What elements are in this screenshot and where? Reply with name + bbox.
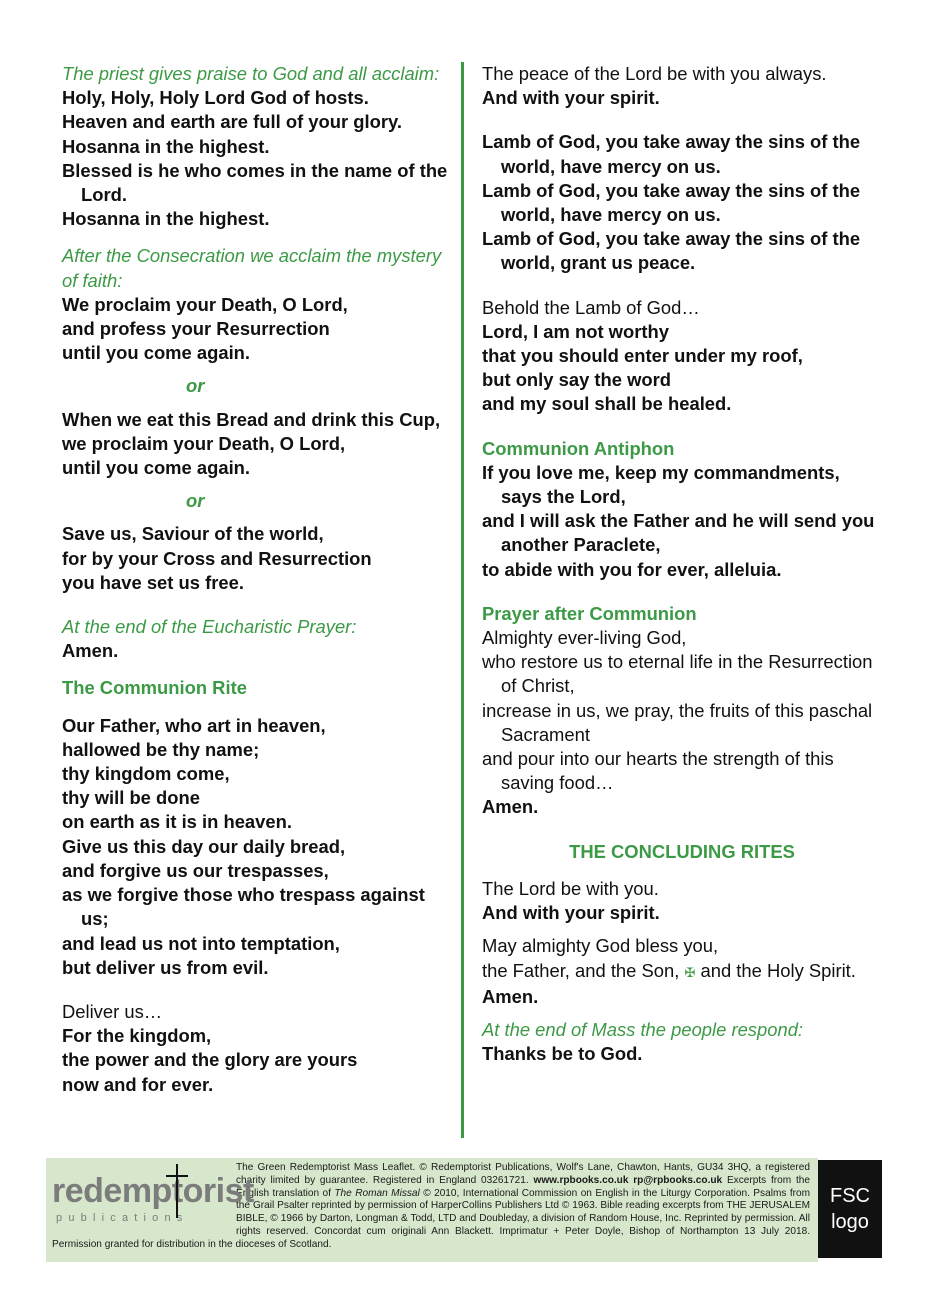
acclamation-line: you have set us free. xyxy=(62,571,244,593)
acclamation-line: and profess your Resurrection xyxy=(62,318,330,340)
blessing-amen: Amen. xyxy=(482,985,539,1007)
acclamation-line: Save us, Saviour of the world, xyxy=(62,523,324,545)
peace-response: And with your spirit. xyxy=(482,87,660,109)
response-line: that you should enter under my roof, xyxy=(482,345,803,367)
credit-text: Excerpts from the English translation of xyxy=(236,1174,810,1199)
acclamation-line: until you come again. xyxy=(62,457,251,479)
response-line: Lord, I am not worthy xyxy=(482,320,669,342)
redemptorist-logo xyxy=(52,1168,254,1224)
rubric-sanctus: The priest gives praise to God and all acclaim: xyxy=(62,63,440,84)
sanctus-line: Heaven and earth are full of your glory. xyxy=(62,111,402,133)
footer-credits xyxy=(46,1158,818,1262)
response-line: but only say the word xyxy=(482,369,672,391)
lord-be-with-you: The Lord be with you. xyxy=(482,877,659,899)
antiphon-line: to abide with you for ever, alleluia. xyxy=(482,558,782,580)
cross-icon xyxy=(162,1162,192,1220)
acclamation-line: When we eat this Bread and drink this Cup, xyxy=(62,408,441,430)
or-separator: or xyxy=(186,490,205,512)
website-link[interactable]: www.rpbooks.co.uk xyxy=(533,1174,629,1186)
deliver-us: Deliver us… xyxy=(62,1000,163,1022)
doxology-line: the power and the glory are yours xyxy=(62,1049,358,1071)
email-link[interactable]: rp@rpbooks.co.uk xyxy=(633,1174,723,1186)
antiphon-line: If you love me, keep my commandments, says the Lord, xyxy=(482,461,840,508)
our-father-line: Give us this day our daily bread, xyxy=(62,835,346,857)
acclamation-two xyxy=(62,408,454,481)
blessing-text: the Father, and the Son, xyxy=(482,959,680,981)
our-father-line: on earth as it is in heaven. xyxy=(62,811,292,833)
rubric-end-of-mass: At the end of Mass the people respond: xyxy=(482,1018,804,1040)
our-father-line: but deliver us from evil. xyxy=(62,956,269,978)
response-line: and my soul shall be healed. xyxy=(482,393,732,415)
missal-title: The Roman Missal xyxy=(334,1187,420,1199)
heading-concluding-rites: THE CONCLUDING RITES xyxy=(569,840,795,862)
cross-icon: ✠ xyxy=(684,964,696,980)
our-father-line: thy kingdom come, xyxy=(62,763,230,785)
our-father-line: and lead us not into temptation, xyxy=(62,932,340,954)
thanks-be-to-god: Thanks be to God. xyxy=(482,1043,643,1065)
fsc-logo: FSC logo xyxy=(818,1160,882,1258)
our-father xyxy=(62,714,454,980)
credit-text: © 2010, International Commission on English in the Liturgy Corporation. Psalms from the Grail Psalter reprinted by permission of HarperCollins Publishers Ltd © 1963. Bible reading excerpts from THE JERUSALEM BIBLE, © 1966 by Darton, Longman & Todd, LTD and Doubleday, a division of Random House, Inc. Reprinted by permission. All rights reserved. Concordat cum originali Ann Blackett. Imprimatur + Peter Doyle, Bishop of Northampton 13 July 2018. Permission granted for distribution in the dioceses of Scotland. xyxy=(52,1187,811,1250)
sanctus-line: Hosanna in the highest. xyxy=(62,208,270,230)
sanctus xyxy=(62,86,454,231)
behold-lamb: Behold the Lamb of God… xyxy=(482,296,700,318)
antiphon xyxy=(482,461,882,582)
logo-subtitle: publications xyxy=(56,1212,189,1224)
prayer-line: increase in us, we pray, the fruits of this paschal Sacrament xyxy=(482,699,873,745)
doxology-line: now and for ever. xyxy=(62,1073,214,1095)
or-separator: or xyxy=(186,375,205,397)
prayer-line: and pour into our hearts the strength of this saving food… xyxy=(482,748,834,794)
our-father-line: thy will be done xyxy=(62,787,200,809)
acclamation-line: for by your Cross and Resurrection xyxy=(62,547,372,569)
heading-prayer-after-communion: Prayer after Communion xyxy=(482,602,697,624)
our-father-line: hallowed be thy name; xyxy=(62,738,260,760)
rubric-end-eucharistic-prayer: At the end of the Eucharistic Prayer: xyxy=(62,616,357,638)
blessing-text: and the Holy Spirit. xyxy=(700,959,856,981)
sanctus-line: Hosanna in the highest. xyxy=(62,135,270,157)
lamb-line: Lamb of God, you take away the sins of the world, have mercy on us. xyxy=(482,179,861,226)
peace: The peace of the Lord be with you always. xyxy=(482,63,827,84)
column-divider xyxy=(461,62,464,1138)
sanctus-line: Blessed is he who comes in the name of the Lord. xyxy=(62,159,448,206)
doxology-line: For the kingdom, xyxy=(62,1025,212,1047)
our-father-line: and forgive us our trespasses, xyxy=(62,859,329,881)
antiphon-line: and I will ask the Father and he will send you another Paraclete, xyxy=(482,510,875,556)
rubric-mystery-of-faith: After the Consecration we acclaim the mystery of faith: xyxy=(62,245,442,291)
lamb-line: Lamb of God, you take away the sins of the world, grant us peace. xyxy=(482,228,861,274)
prayer-amen: Amen. xyxy=(482,796,539,818)
prayer-line: Almighty ever-living God, xyxy=(482,627,687,649)
sanctus-line: Holy, Holy, Holy Lord God of hosts. xyxy=(62,87,369,109)
acclamation-line: we proclaim your Death, O Lord, xyxy=(62,432,346,454)
prayer-line: who restore us to eternal life in the Resurrection of Christ, xyxy=(482,651,873,697)
left-column xyxy=(62,62,454,1097)
acclamation-line: We proclaim your Death, O Lord, xyxy=(62,293,348,315)
blessing-line-two xyxy=(482,959,882,985)
credit-text: The Green Redemptorist Mass Leaflet. © Redemptorist Publications, Wolf's Lane, Chawton, Hants, GU34 3HQ, a registered charity limited by guarantee. Registered in England 03261721. xyxy=(236,1162,810,1186)
prayer-after-communion xyxy=(482,626,882,795)
our-father-line: as we forgive those who trespass against us; xyxy=(62,884,425,930)
amen: Amen. xyxy=(62,640,119,662)
blessing-line-one: May almighty God bless you, xyxy=(482,935,719,957)
lord-be-with-you-response: And with your spirit. xyxy=(482,902,660,924)
doxology xyxy=(62,1024,454,1097)
heading-communion-rite: The Communion Rite xyxy=(62,677,247,699)
lord-not-worthy xyxy=(482,320,882,417)
acclamation-one xyxy=(62,293,454,366)
logo-word: redemptorist xyxy=(52,1172,254,1210)
our-father-line: Our Father, who art in heaven, xyxy=(62,714,326,736)
acclamation-three xyxy=(62,522,454,595)
acclamation-line: until you come again. xyxy=(62,342,251,364)
lamb-of-god xyxy=(482,130,882,275)
heading-communion-antiphon: Communion Antiphon xyxy=(482,437,675,459)
right-column xyxy=(482,62,882,1066)
lamb-line: Lamb of God, you take away the sins of the world, have mercy on us. xyxy=(482,131,861,177)
